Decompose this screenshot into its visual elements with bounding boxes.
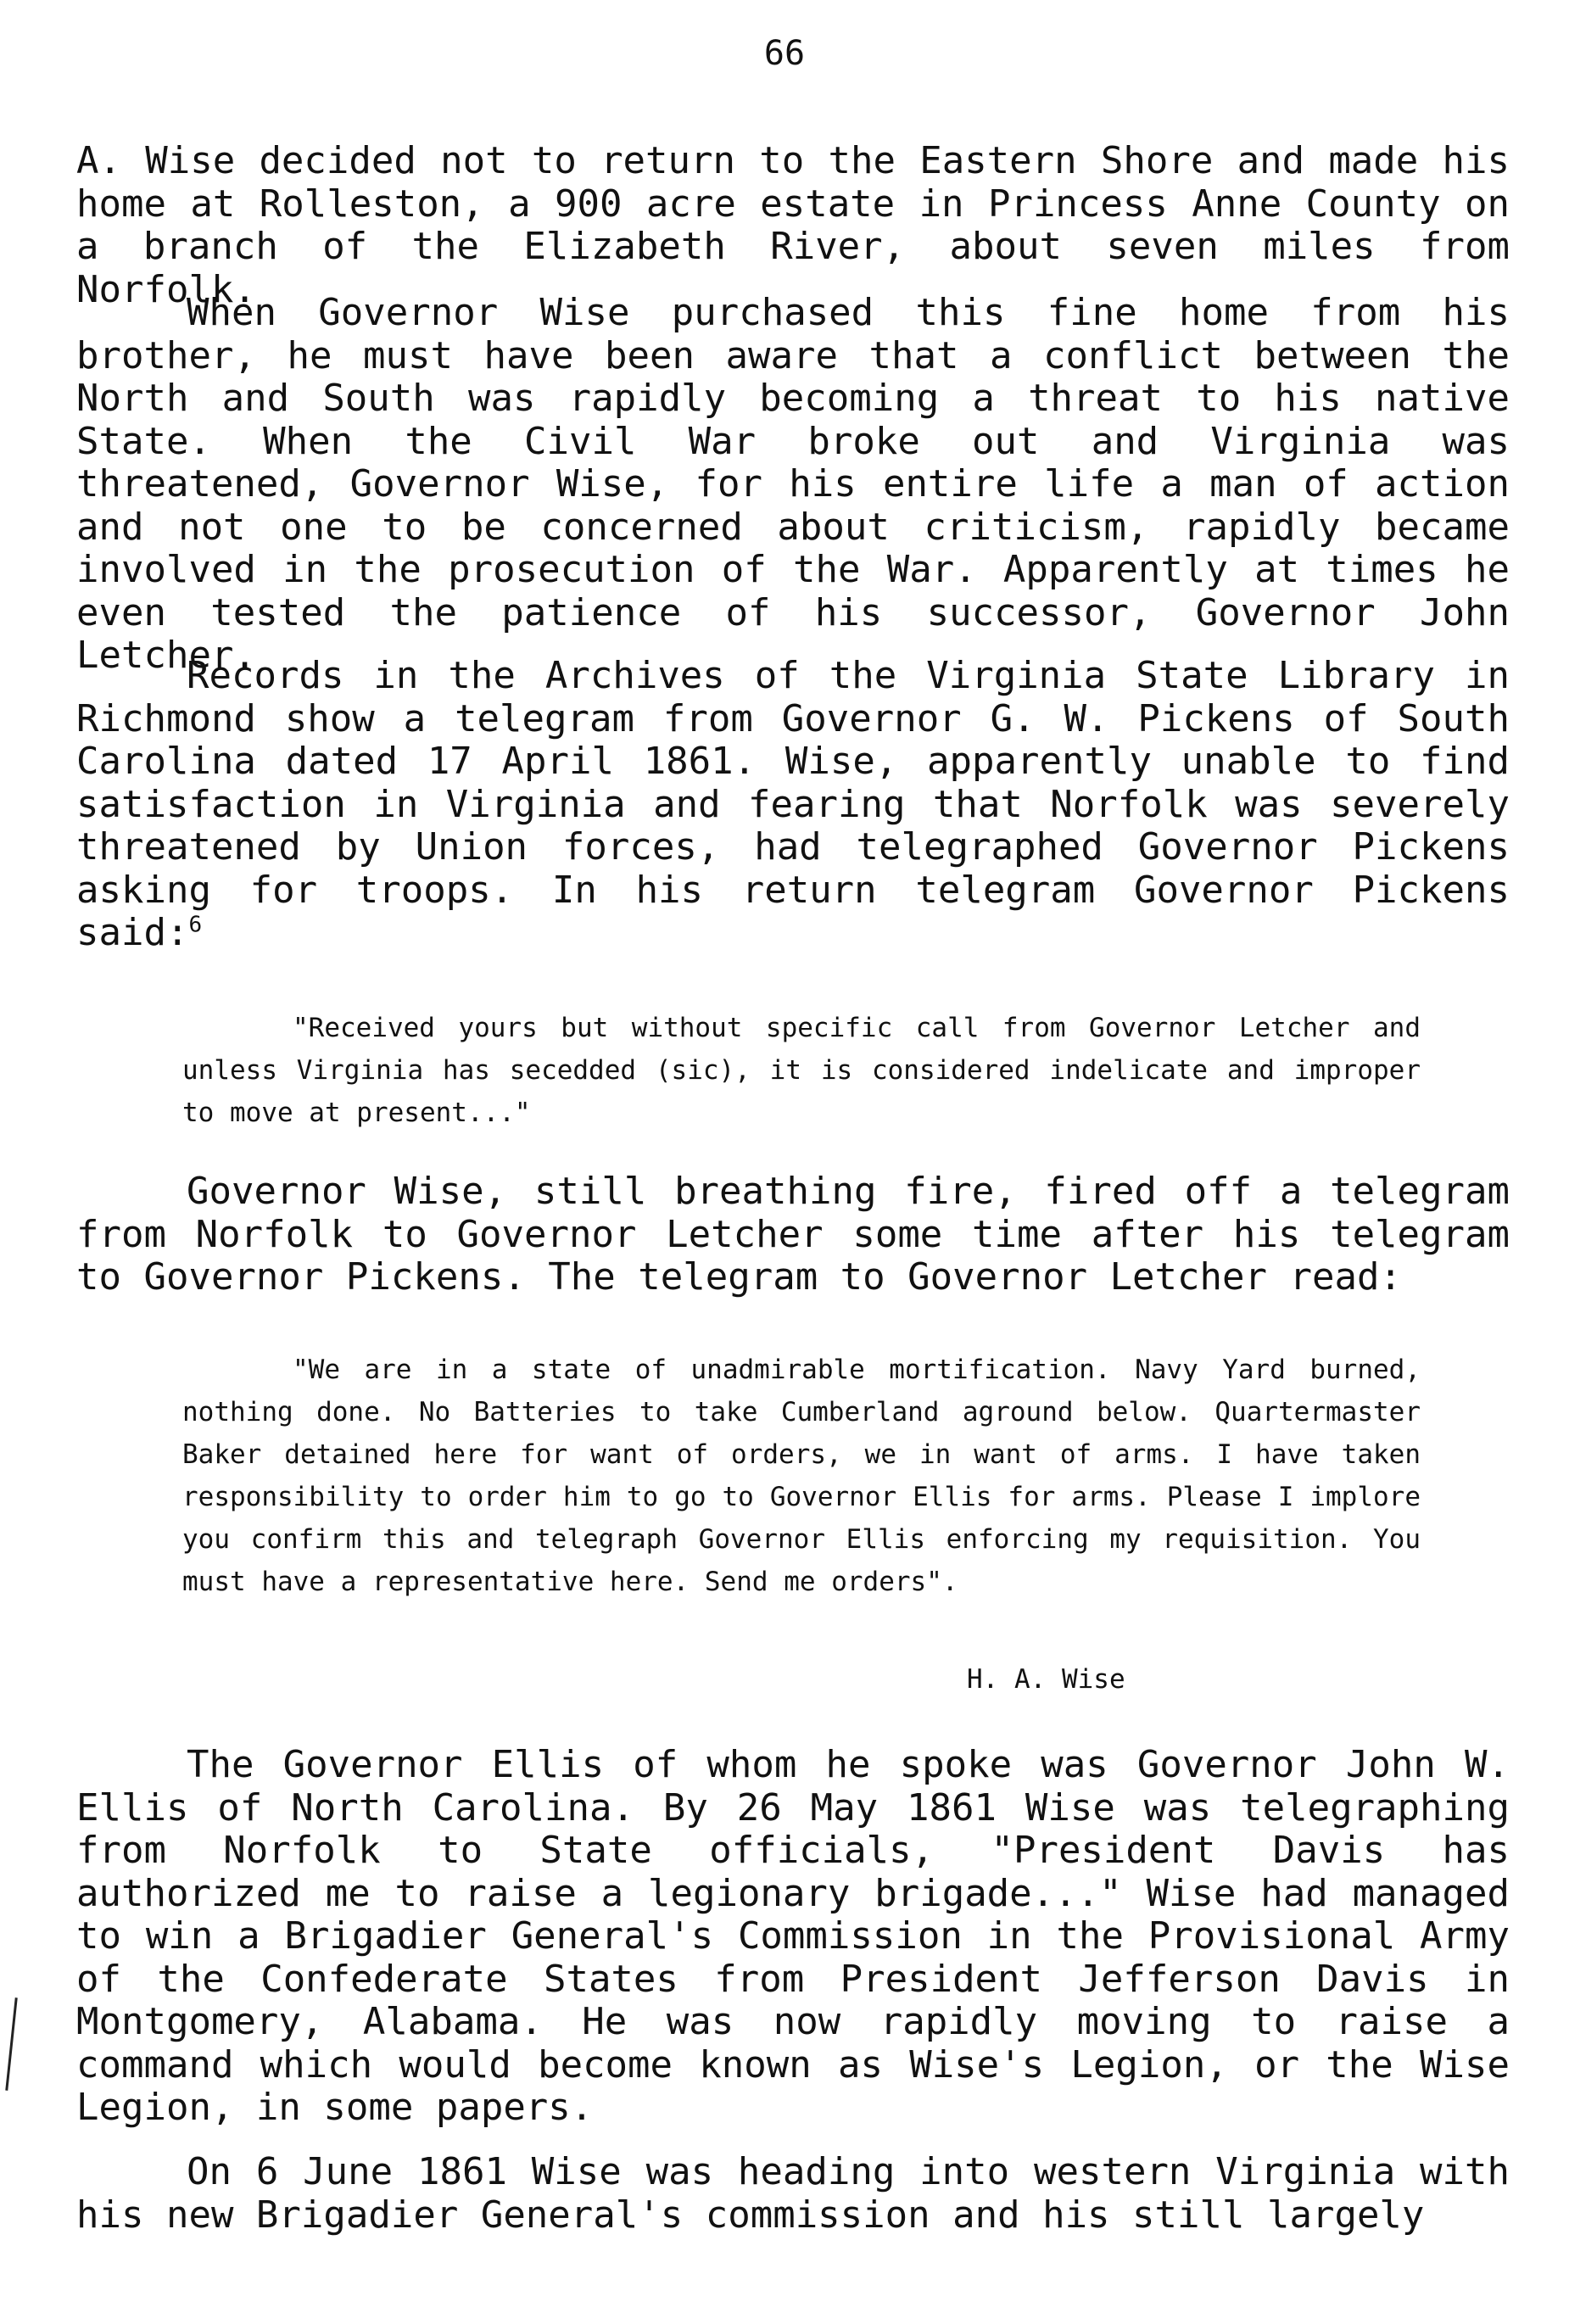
quote-pickens-text: "Received yours but without specific call from Governor Letcher and unless Virginia has secedded (sic), it is considered indelicate and improper to move at present..." [182, 1013, 1421, 1128]
paragraph-rolleston: A. Wise decided not to return to the Eastern Shore and made his home at Rolleston, a 900 acre estate in Princess Anne County on a branch of the Elizabeth River, about seven miles from Norfolk. [76, 139, 1510, 311]
telegram-signature: H. A. Wise [967, 1664, 1125, 1695]
paragraph-governor-ellis: The Governor Ellis of whom he spoke was Governor John W. Ellis of North Carolina. By 26 May 1861 Wise was telegraphing from Norfolk to State officials, "President Davis has authorized me to raise a legionary brigade..." Wise had managed to win a Brigadier General's Commission in the Provisional Army of the Confederate States from President Jefferson Davis in Montgomery, Alabama. He was now rapidly moving to raise a command which would become known as Wise's Legion, or the Wise Legion, in some papers. [76, 1743, 1510, 2129]
paragraph-archives-records [76, 655, 1510, 955]
page-number: 66 [763, 34, 806, 73]
paragraph-archives-text: Records in the Archives of the Virginia State Library in Richmond show a telegram from Governor G. W. Pickens of South Carolina dated 17 April 1861. Wise, apparently unable to find satisfaction in Virginia and fearing that Norfolk was severely threatened by Union forces, had telegraphed Governor Pickens asking for troops. In his return telegram Governor Pickens said: [76, 654, 1510, 954]
paragraph-still-breathing-fire: Governor Wise, still breathing fire, fired off a telegram from Norfolk to Governor Letcher some time after his telegram to Governor Pickens. The telegram to Governor Letcher read: [76, 1170, 1510, 1299]
margin-pen-mark [5, 1997, 17, 2091]
paragraph-governor-wise-purchase: When Governor Wise purchased this fine home from his brother, he must have been aware that a conflict between the North and South was rapidly becoming a threat to his native State. When the Civil War broke out and Virginia was threatened, Governor Wise, for his entire life a man of action and not one to be concerned about criticism, rapidly became involved in the prosecution of the War. Apparently at times he even tested the patience of his successor, Governor John Letcher. [76, 291, 1510, 677]
paragraph-western-virginia: On 6 June 1861 Wise was heading into western Virginia with his new Brigadier General's commission and his still largely [76, 2150, 1510, 2237]
quote-pickens-telegram [182, 1007, 1421, 1134]
quote-letcher-text: "We are in a state of unadmirable mortification. Navy Yard burned, nothing done. No Batteries to take Cumberland aground below. Quartermaster Baker detained here for want of orders, we in want of arms. I have taken responsibility to order him to go to Governor Ellis for arms. Please I implore you confirm this and telegraph Governor Ellis enforcing my requisition. You must have a representative here. Send me orders". [182, 1355, 1421, 1597]
footnote-reference: 6 [188, 912, 203, 938]
quote-letcher-telegram [182, 1349, 1421, 1603]
